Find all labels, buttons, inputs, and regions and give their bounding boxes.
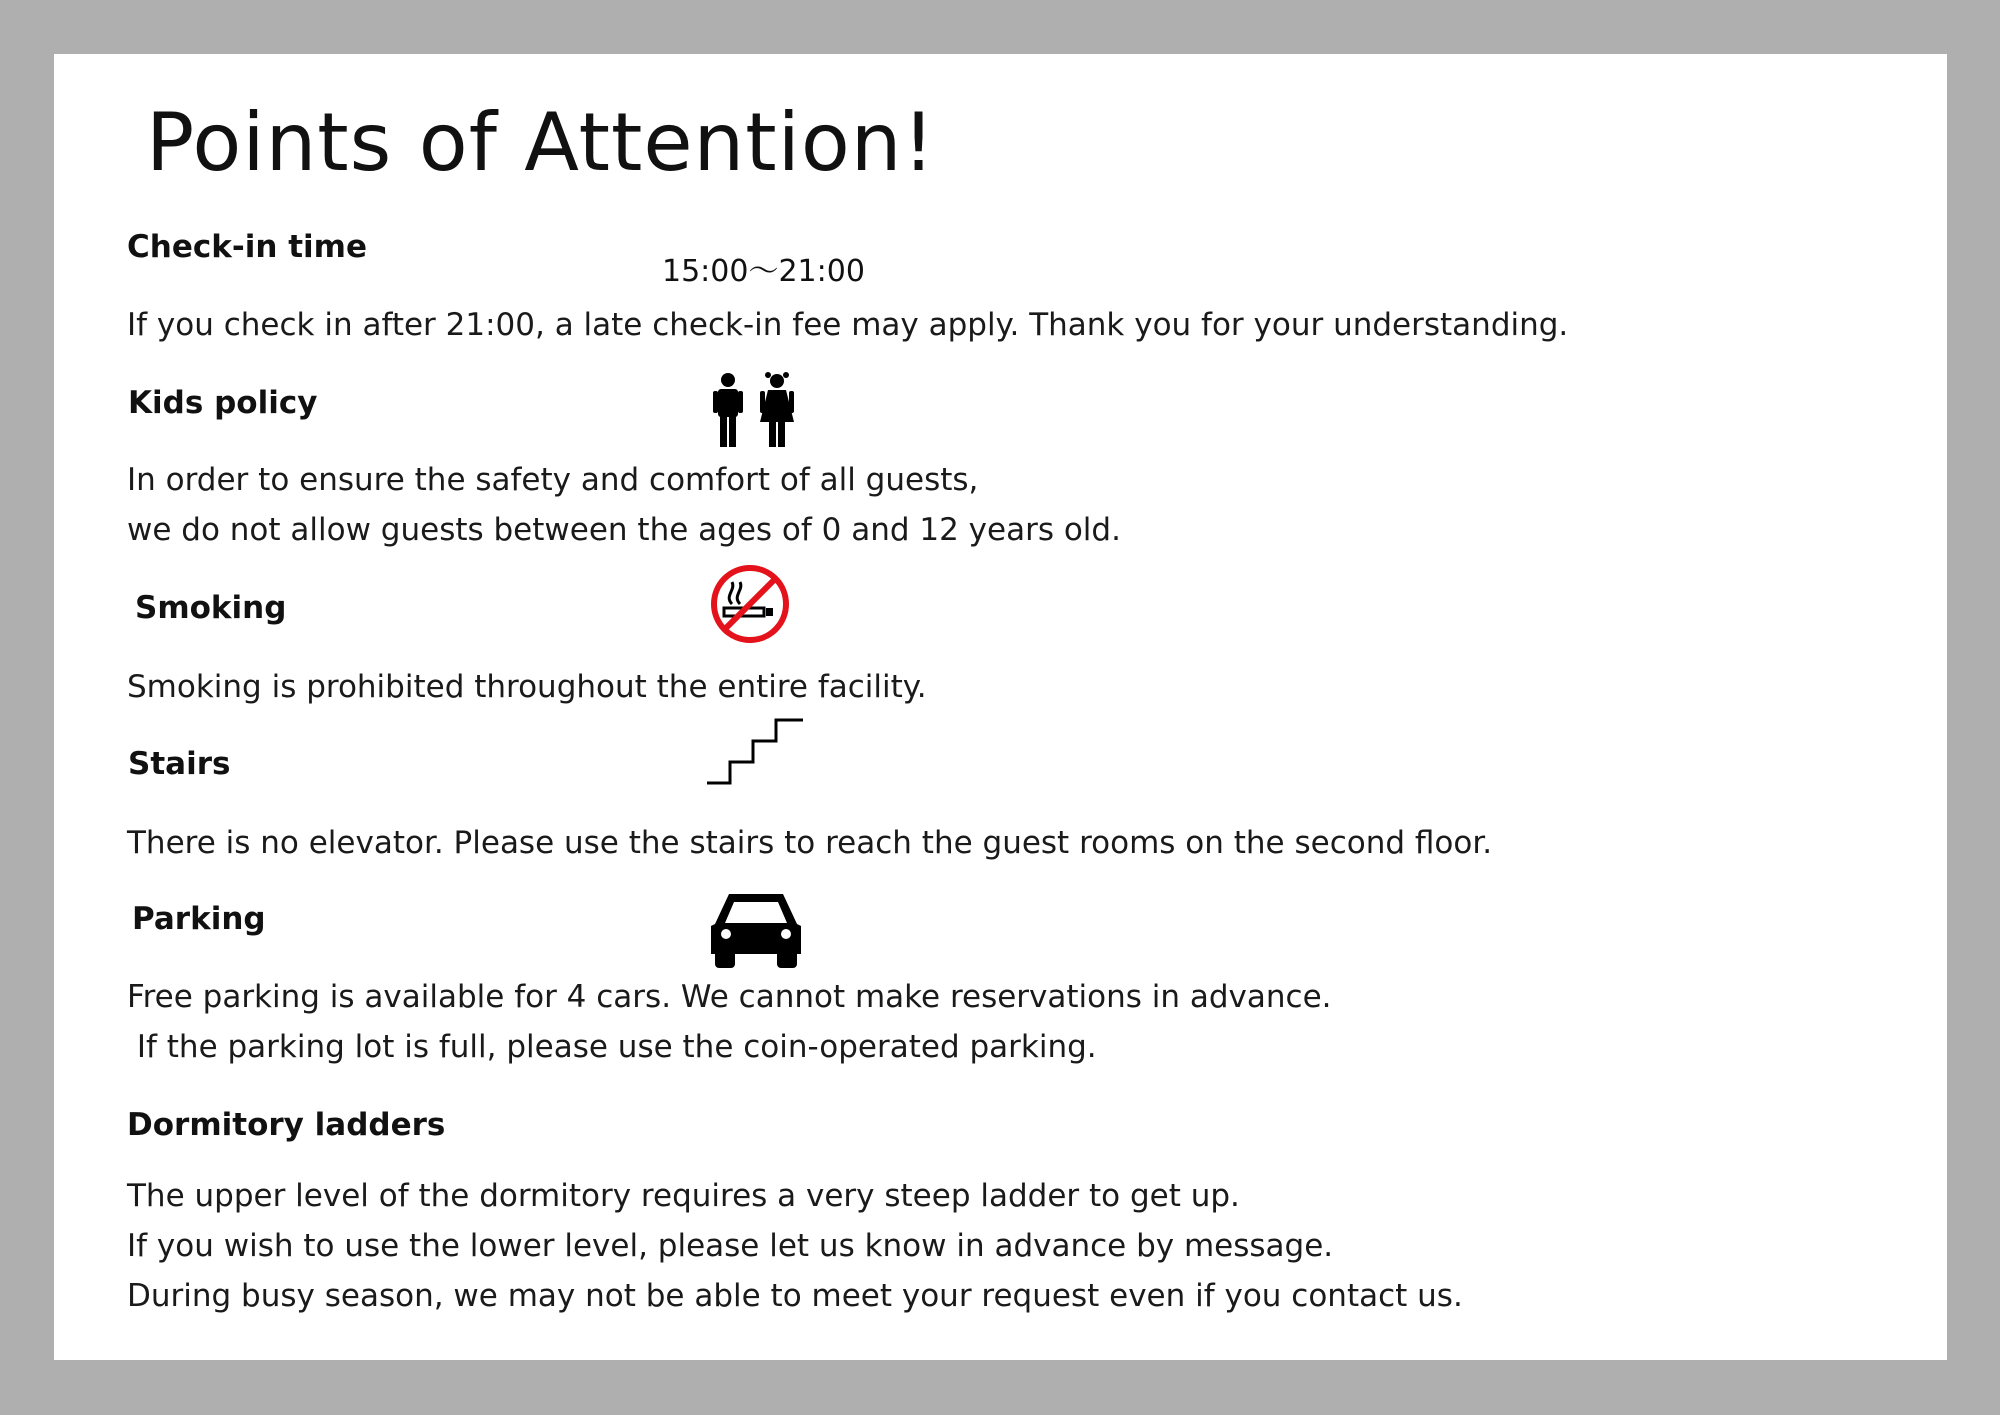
smoking-heading: Smoking xyxy=(135,590,287,626)
kids-heading: Kids policy xyxy=(128,385,318,421)
smoking-text: Smoking is prohibited throughout the entire facility. xyxy=(127,669,927,705)
kids-text-line: we do not allow guests between the ages of 0 and 12 years old. xyxy=(127,512,1121,548)
dormitory-text xyxy=(127,1171,1463,1321)
car-icon xyxy=(707,890,805,970)
children-icon xyxy=(710,372,802,448)
checkin-time: 15:00〜21:00 xyxy=(662,254,865,289)
parking-heading: Parking xyxy=(132,901,266,937)
parking-text xyxy=(127,972,1332,1072)
parking-text-line: If the parking lot is full, please use the coin-operated parking. xyxy=(127,1029,1097,1065)
stairs-text: There is no elevator. Please use the stairs to reach the guest rooms on the second floor. xyxy=(127,825,1493,861)
dormitory-text-line: If you wish to use the lower level, please let us know in advance by message. xyxy=(127,1228,1334,1264)
page-title: Points of Attention! xyxy=(146,96,936,189)
checkin-heading: Check-in time xyxy=(127,229,367,265)
parking-text-line: Free parking is available for 4 cars. We cannot make reservations in advance. xyxy=(127,979,1332,1015)
dormitory-text-line: During busy season, we may not be able to meet your request even if you contact us. xyxy=(127,1278,1463,1314)
kids-text xyxy=(127,455,1121,555)
dormitory-heading: Dormitory ladders xyxy=(127,1107,446,1143)
kids-text-line: In order to ensure the safety and comfort of all guests, xyxy=(127,462,979,498)
dormitory-text-line: The upper level of the dormitory requires a very steep ladder to get up. xyxy=(127,1178,1240,1214)
stairs-heading: Stairs xyxy=(128,746,231,782)
checkin-text: If you check in after 21:00, a late check-in fee may apply. Thank you for your understanding. xyxy=(127,307,1569,343)
no-smoking-icon xyxy=(710,564,790,644)
stairs-icon xyxy=(705,706,805,786)
